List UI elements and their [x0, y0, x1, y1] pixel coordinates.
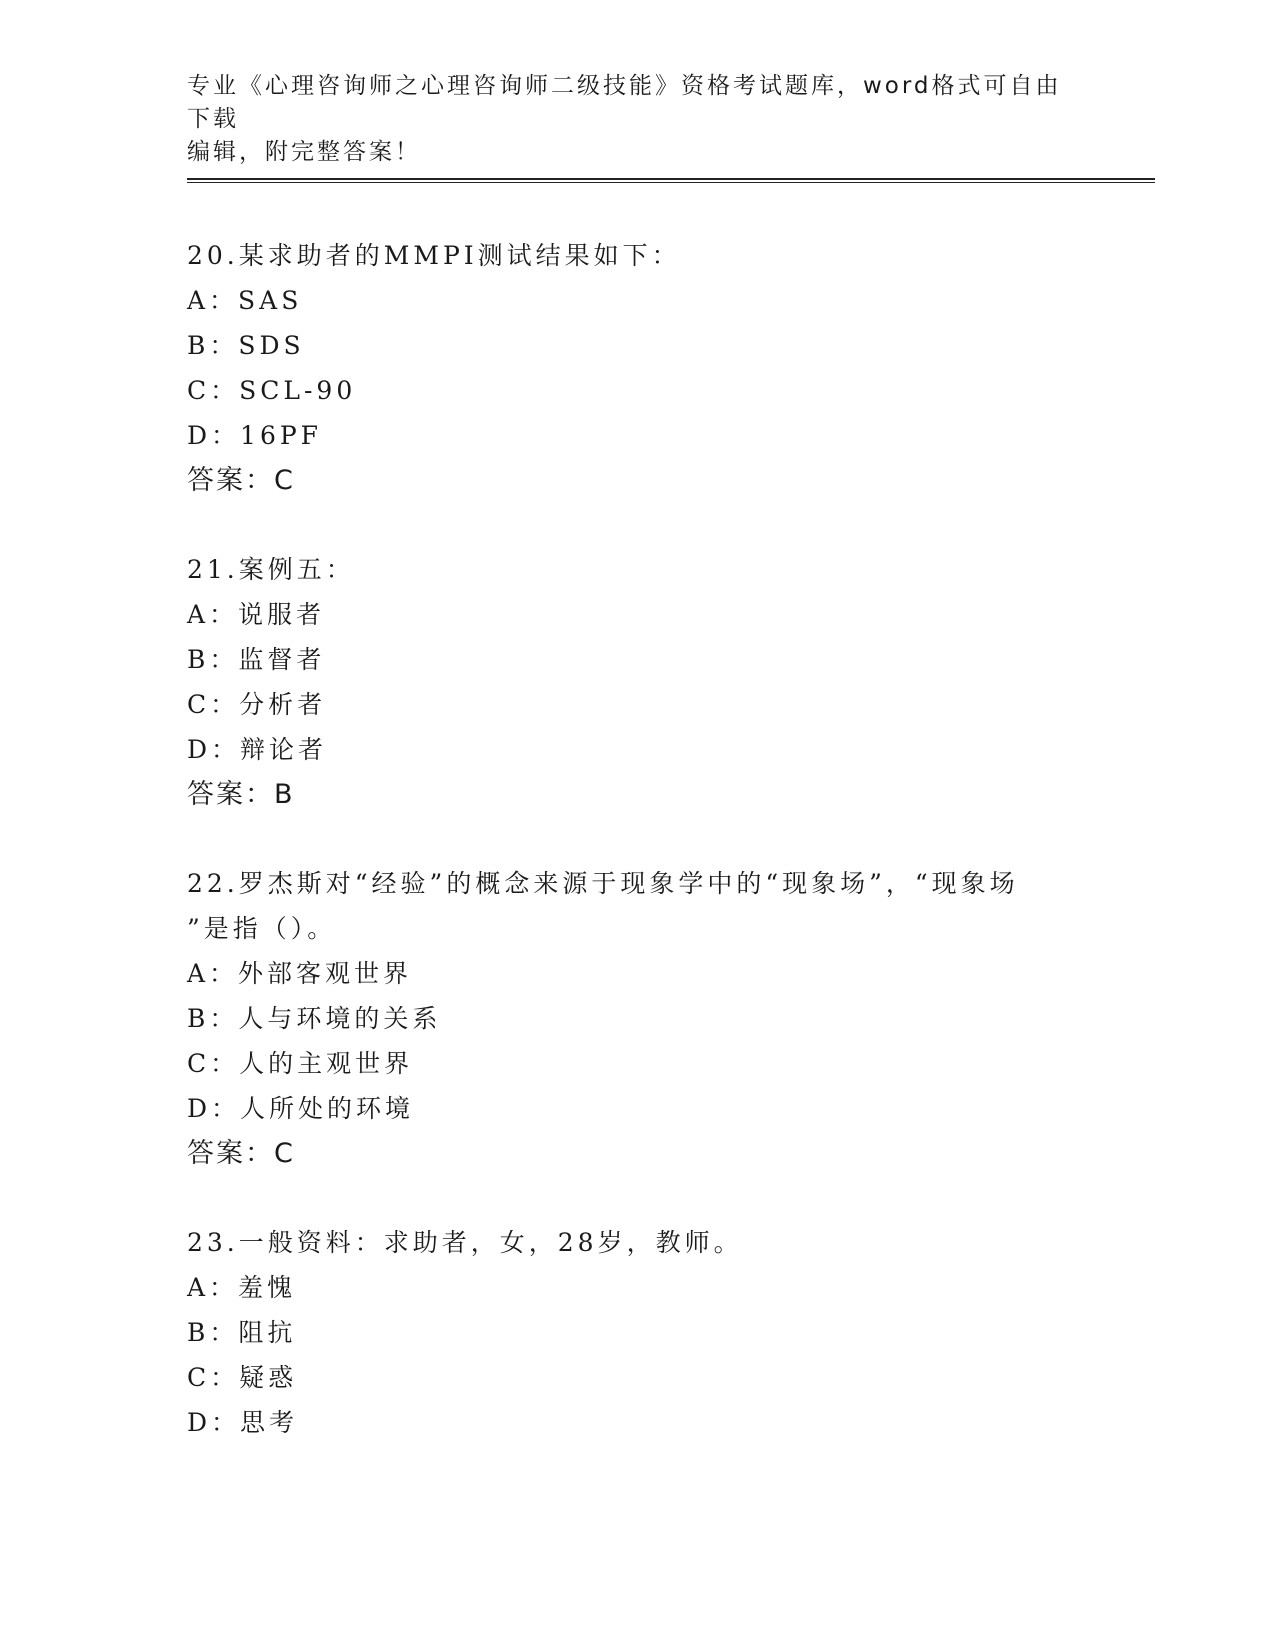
option-b: B：监督者 — [187, 645, 326, 674]
option-b: B：SDS — [187, 331, 305, 360]
question-stem: 21.案例五： — [187, 555, 355, 584]
option-a: A：外部客观世界 — [187, 959, 413, 988]
question-22 — [187, 861, 1107, 1176]
question-21 — [187, 547, 1107, 817]
option-d: D：人所处的环境 — [187, 1094, 415, 1123]
option-a: A：说服者 — [187, 600, 326, 629]
answer: 答案：C — [187, 1138, 295, 1169]
option-b: B：人与环境的关系 — [187, 1004, 442, 1033]
question-stem: 23.一般资料：求助者，女，28岁，教师。 — [187, 1228, 743, 1257]
option-a: A：SAS — [187, 286, 303, 315]
header-line-2: 编辑，附完整答案！ — [187, 139, 421, 165]
option-c: C：疑惑 — [187, 1363, 298, 1392]
question-stem: 20.某求助者的MMPI测试结果如下： — [187, 241, 681, 270]
header-line-1: 专业《心理咨询师之心理咨询师二级技能》资格考试题库，word格式可自由下载 — [187, 73, 1062, 132]
option-d: D：思考 — [187, 1408, 299, 1437]
question-stem-line-1: 22.罗杰斯对“经验”的概念来源于现象学中的“现象场”，“现象场 — [187, 869, 1019, 898]
option-d: D：16PF — [187, 421, 323, 450]
option-c: C：人的主观世界 — [187, 1049, 414, 1078]
option-a: A：羞愧 — [187, 1273, 297, 1302]
question-23 — [187, 1220, 1107, 1445]
header-divider — [187, 178, 1155, 183]
question-20 — [187, 233, 1107, 503]
option-c: C：SCL-90 — [187, 376, 357, 405]
answer: 答案：C — [187, 465, 295, 496]
option-b: B：阻抗 — [187, 1318, 297, 1347]
option-d: D：辩论者 — [187, 735, 328, 764]
question-list — [187, 233, 1107, 1489]
question-stem-line-2: ”是指（）。 — [187, 914, 337, 943]
document-header — [187, 70, 1067, 169]
answer: 答案：B — [187, 779, 295, 810]
option-c: C：分析者 — [187, 690, 327, 719]
